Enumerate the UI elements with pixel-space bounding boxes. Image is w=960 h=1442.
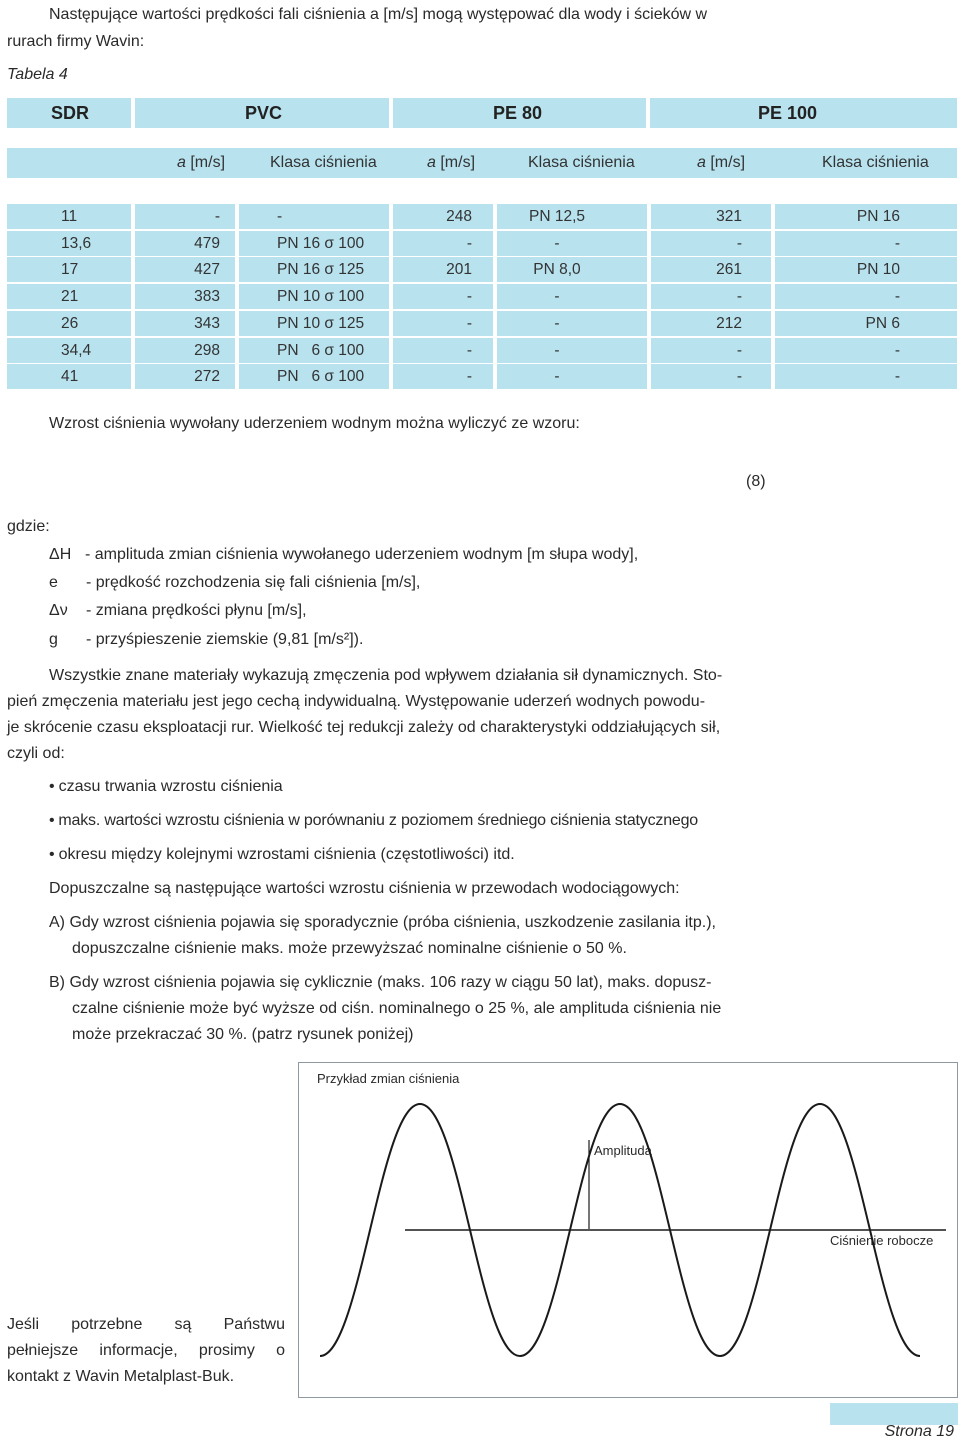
case-b-line-2: czalne ciśnienie może być wyższe od ciśn. nominalnego o 25 %, ale amplituda ciśnienia nie [72,1000,722,1017]
table-cell: - [736,234,742,252]
paragraph-line-1: Wszystkie znane materiały wykazują zmęczenia pod wpływem działania sił dynamicznych. Sto- [49,667,723,684]
legend-text: - amplituda zmian ciśnienia wywołanego uderzeniem wodnym [m słupa wody], [85,546,639,563]
table-cell: PN 6 σ 100 [277,368,365,386]
table-cell: - [894,288,900,306]
table-cell: PN 16 [856,208,900,225]
table-cell: 383 [194,288,220,306]
header-pe80-label: PE 80 [493,103,543,123]
paragraph-line-3: je skrócenie czasu eksploatacji rur. Wielkość tej redukcji zależy od charakterystyki oddziałujących sił, [7,719,721,736]
sub-pe80-class: Klasa ciśnienia [528,154,635,171]
table-cell: 41 [61,368,79,386]
table-cell: 201 [446,261,472,279]
formula-intro: Wzrost ciśnienia wywołany uderzeniem wodnym można wyliczyć ze wzoru: [49,415,580,432]
table-cell: - [466,288,472,306]
legend-symbol: e [49,574,58,591]
table-cell: PN 16 σ 125 [277,261,365,279]
table-cell: - [894,341,900,359]
header-pe100-label: PE 100 [758,103,818,123]
table-cell: - [466,341,472,359]
table-cell: 343 [194,314,220,332]
table-cell: - [894,234,900,252]
page-number: Strona 19 [884,1423,954,1440]
table-cell: 26 [61,314,79,332]
table-cell: - [554,234,560,252]
table-cell: - [214,208,220,225]
sub-pe100-a: a [m/s] [697,154,746,171]
contact-box [7,1312,285,1390]
contact-line: Jeśli potrzebne są Państwu [7,1316,285,1333]
where-label: gdzie: [7,518,50,535]
case-a-line-1: A) Gdy wzrost ciśnienia pojawia się sporadycznie (próba ciśnienia, uszkodzenie zasilania itp.), [49,914,716,931]
table-caption: Tabela 4 [7,66,68,83]
table-cell: 479 [194,234,220,252]
intro-line-1: Następujące wartości prędkości fali ciśnienia a [m/s] mogą występować dla wody i ścieków w [49,6,708,23]
table-cell: PN 6 σ 100 [277,341,365,359]
bullet-item: • maks. wartości wzrostu ciśnienia w porównaniu z poziomem średniego ciśnienia statycznego [49,808,698,834]
table-cell: - [736,288,742,306]
table-cell: 321 [716,208,742,225]
table-cell: 427 [194,261,220,279]
table-cell: - [466,314,472,332]
table-cell: 248 [446,208,472,225]
table-cell: - [277,208,283,225]
table-cell: - [736,341,742,359]
table-cell: - [554,341,560,359]
chart-title: Przykład zmian ciśnienia [317,1071,460,1086]
sub-pe100-class: Klasa ciśnienia [822,154,929,171]
sub-pvc-class: Klasa ciśnienia [270,154,377,171]
table-cell: - [736,368,742,386]
table-cell: PN 12,5 [528,208,585,225]
table-cell: 212 [716,314,742,332]
table-cell: PN 6 [865,314,900,332]
table-cell: - [466,368,472,386]
amplitude-label: Amplituda [594,1143,652,1158]
sub-pvc-a: a [m/s] [177,154,226,171]
table-cell: 34,4 [61,341,92,359]
legend-symbol: g [49,631,58,648]
intro-line-2: rurach firmy Wavin: [7,33,145,50]
legend-text: - przyśpieszenie ziemskie (9,81 [m/s²]). [86,631,364,648]
header-sdr-label: SDR [51,103,90,123]
case-a-line-2: dopuszczalne ciśnienie maks. może przewyższać nominalne ciśnienie o 50 %. [72,940,627,957]
legend-symbol: ΔH [49,546,72,563]
table-cell: - [554,368,560,386]
table-cell: 272 [194,368,220,386]
bullet-item: • czasu trwania wzrostu ciśnienia [49,774,283,800]
legend-text: - prędkość rozchodzenia się fali ciśnienia [m/s], [86,574,421,591]
table-cell: 21 [61,288,79,306]
table-cell: - [894,368,900,386]
table-cell: PN 16 σ 100 [277,234,365,252]
table-cell: PN 10 σ 100 [277,288,365,306]
legend-symbol: Δν [49,602,68,619]
table-cell: 261 [716,261,742,279]
header-pvc-label: PVC [245,103,283,123]
contact-line: kontakt z Wavin Metalplast-Buk. [7,1368,235,1385]
formula-number: (8) [746,473,766,490]
case-b-line-1: B) Gdy wzrost ciśnienia pojawia się cyklicznie (maks. 106 razy w ciągu 50 lat), maks. dopusz- [49,974,712,991]
bullet-item: • okresu między kolejnymi wzrostami ciśnienia (częstotliwości) itd. [49,842,515,868]
table-cell: - [554,288,560,306]
paragraph-line-2: pień zmęczenia materiału jest jego cechą indywidualną. Występowanie uderzeń wodnych powodu- [7,693,706,710]
paragraph-line-4: czyli od: [7,745,65,762]
table-cell: 11 [61,208,78,225]
working-pressure-label: Ciśnienie robocze [830,1233,934,1248]
contact-line: pełniejsze informacje, prosimy o [7,1342,285,1359]
sub-pe80-a: a [m/s] [427,154,476,171]
table-cell: 17 [61,261,79,279]
table-cell: PN 10 [856,261,900,279]
table-cell: - [554,314,560,332]
footer-accent-bar [830,1403,958,1425]
legend-text: - zmiana prędkości płynu [m/s], [86,602,307,619]
table-cell: PN 8,0 [533,261,581,279]
table-cell: 298 [194,341,220,359]
table-cell: PN 10 σ 125 [277,314,365,332]
case-b-line-3: może przekraczać 30 %. (patrz rysunek poniżej) [72,1026,414,1043]
table-cell: - [466,234,472,252]
table-cell: 13,6 [61,234,92,252]
allowed-intro: Dopuszczalne są następujące wartości wzrostu ciśnienia w przewodach wodociągowych: [49,880,680,897]
